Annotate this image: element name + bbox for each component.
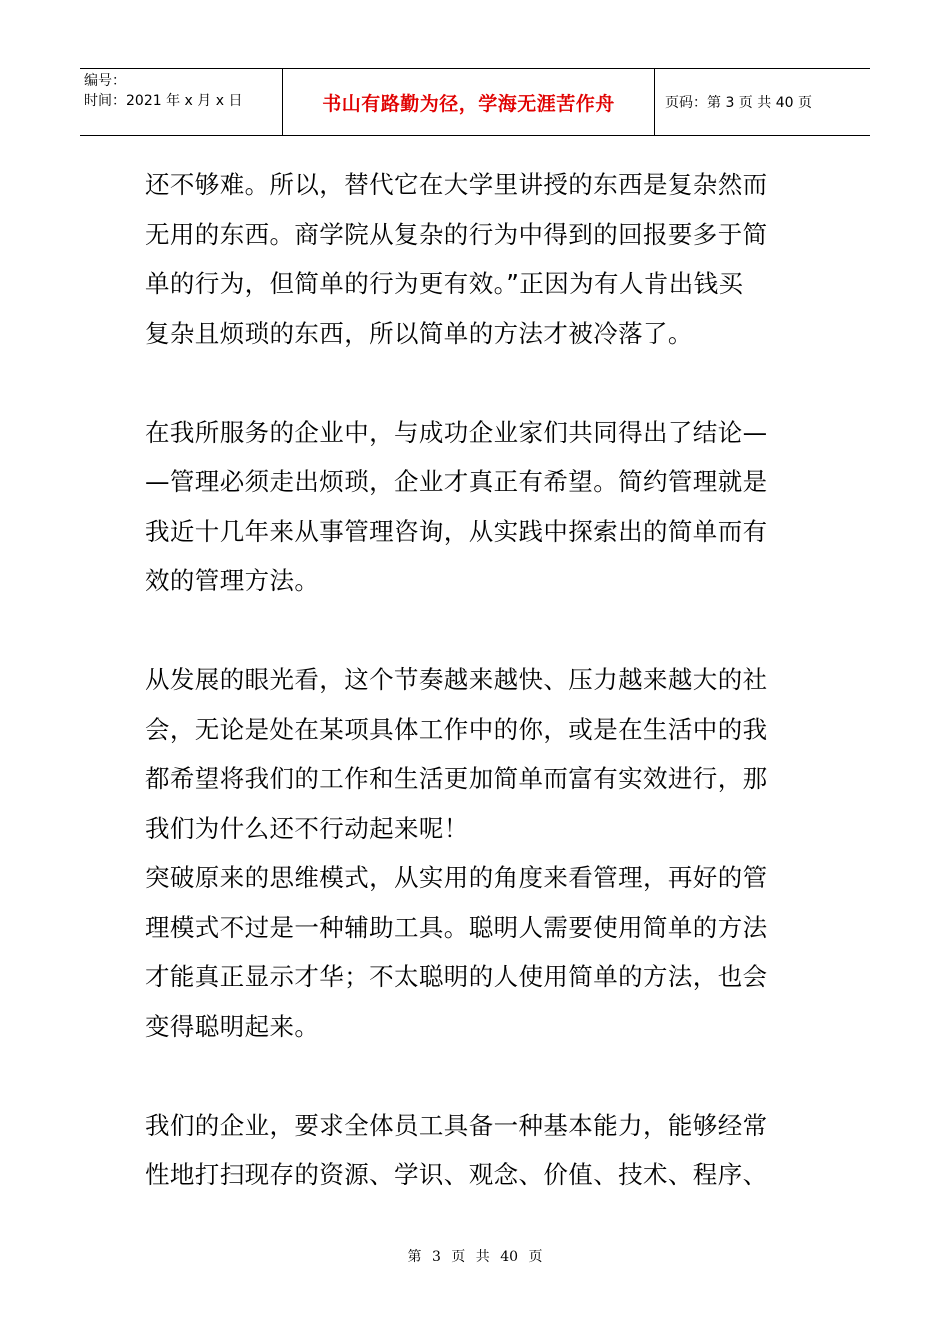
header-motto: 书山有路勤为径，学海无涯苦作舟 — [283, 69, 655, 135]
header-meta — [80, 69, 283, 135]
time-label: 时间：2021 年 x 月 x 日 — [84, 93, 243, 109]
text-line: —管理必须走出烦琐，企业才真正有希望。简约管理就是 — [145, 467, 768, 496]
page-footer: 第 3 页 共 40 页 — [407, 1249, 543, 1265]
text-line: 我近十几年来从事管理咨询，从实践中探索出的简单而有 — [145, 516, 768, 546]
text-line: 我们为什么还不行动起来呢！ — [145, 813, 469, 843]
text-line: 会，无论是处在某项具体工作中的你，或是在生活中的我 — [145, 714, 768, 744]
text-line: 效的管理方法。 — [145, 566, 320, 595]
number-label: 编号： — [84, 73, 126, 89]
paragraph-gap — [145, 1051, 815, 1101]
text-line: 突破原来的思维模式，从实用的角度来看管理，再好的管 — [145, 863, 768, 892]
page-header — [80, 68, 870, 136]
paragraph-gap — [145, 606, 815, 656]
text-line: 单的行为，但简单的行为更有效。”正因为有人肯出钱买 — [145, 269, 744, 298]
text-line: 都希望将我们的工作和生活更加简单而富有实效进行，那 — [145, 764, 768, 793]
text-line: 无用的东西。商学院从复杂的行为中得到的回报要多于简 — [145, 219, 768, 249]
text-line: 在我所服务的企业中，与成功企业家们共同得出了结论— — [145, 417, 768, 447]
paragraph-gap — [145, 358, 815, 408]
text-line: 才能真正显示才华；不太聪明的人使用简单的方法，也会 — [145, 962, 768, 991]
text-line: 还不够难。所以，替代它在大学里讲授的东西是复杂然而 — [145, 170, 768, 199]
document-body — [145, 160, 815, 1200]
text-line: 我们的企业，要求全体员工具备一种基本能力，能够经常 — [145, 1110, 768, 1140]
text-line: 从发展的眼光看，这个节奏越来越快、压力越来越大的社 — [145, 665, 768, 694]
text-line: 复杂且烦琐的东西，所以简单的方法才被冷落了。 — [145, 318, 693, 348]
text-line: 性地打扫现存的资源、学识、观念、价值、技术、程序、 — [145, 1160, 768, 1189]
header-page-info: 页码：第 3 页 共 40 页 — [665, 95, 812, 111]
text-line: 理模式不过是一种辅助工具。聪明人需要使用简单的方法 — [145, 912, 768, 942]
text-line: 变得聪明起来。 — [145, 1011, 320, 1041]
